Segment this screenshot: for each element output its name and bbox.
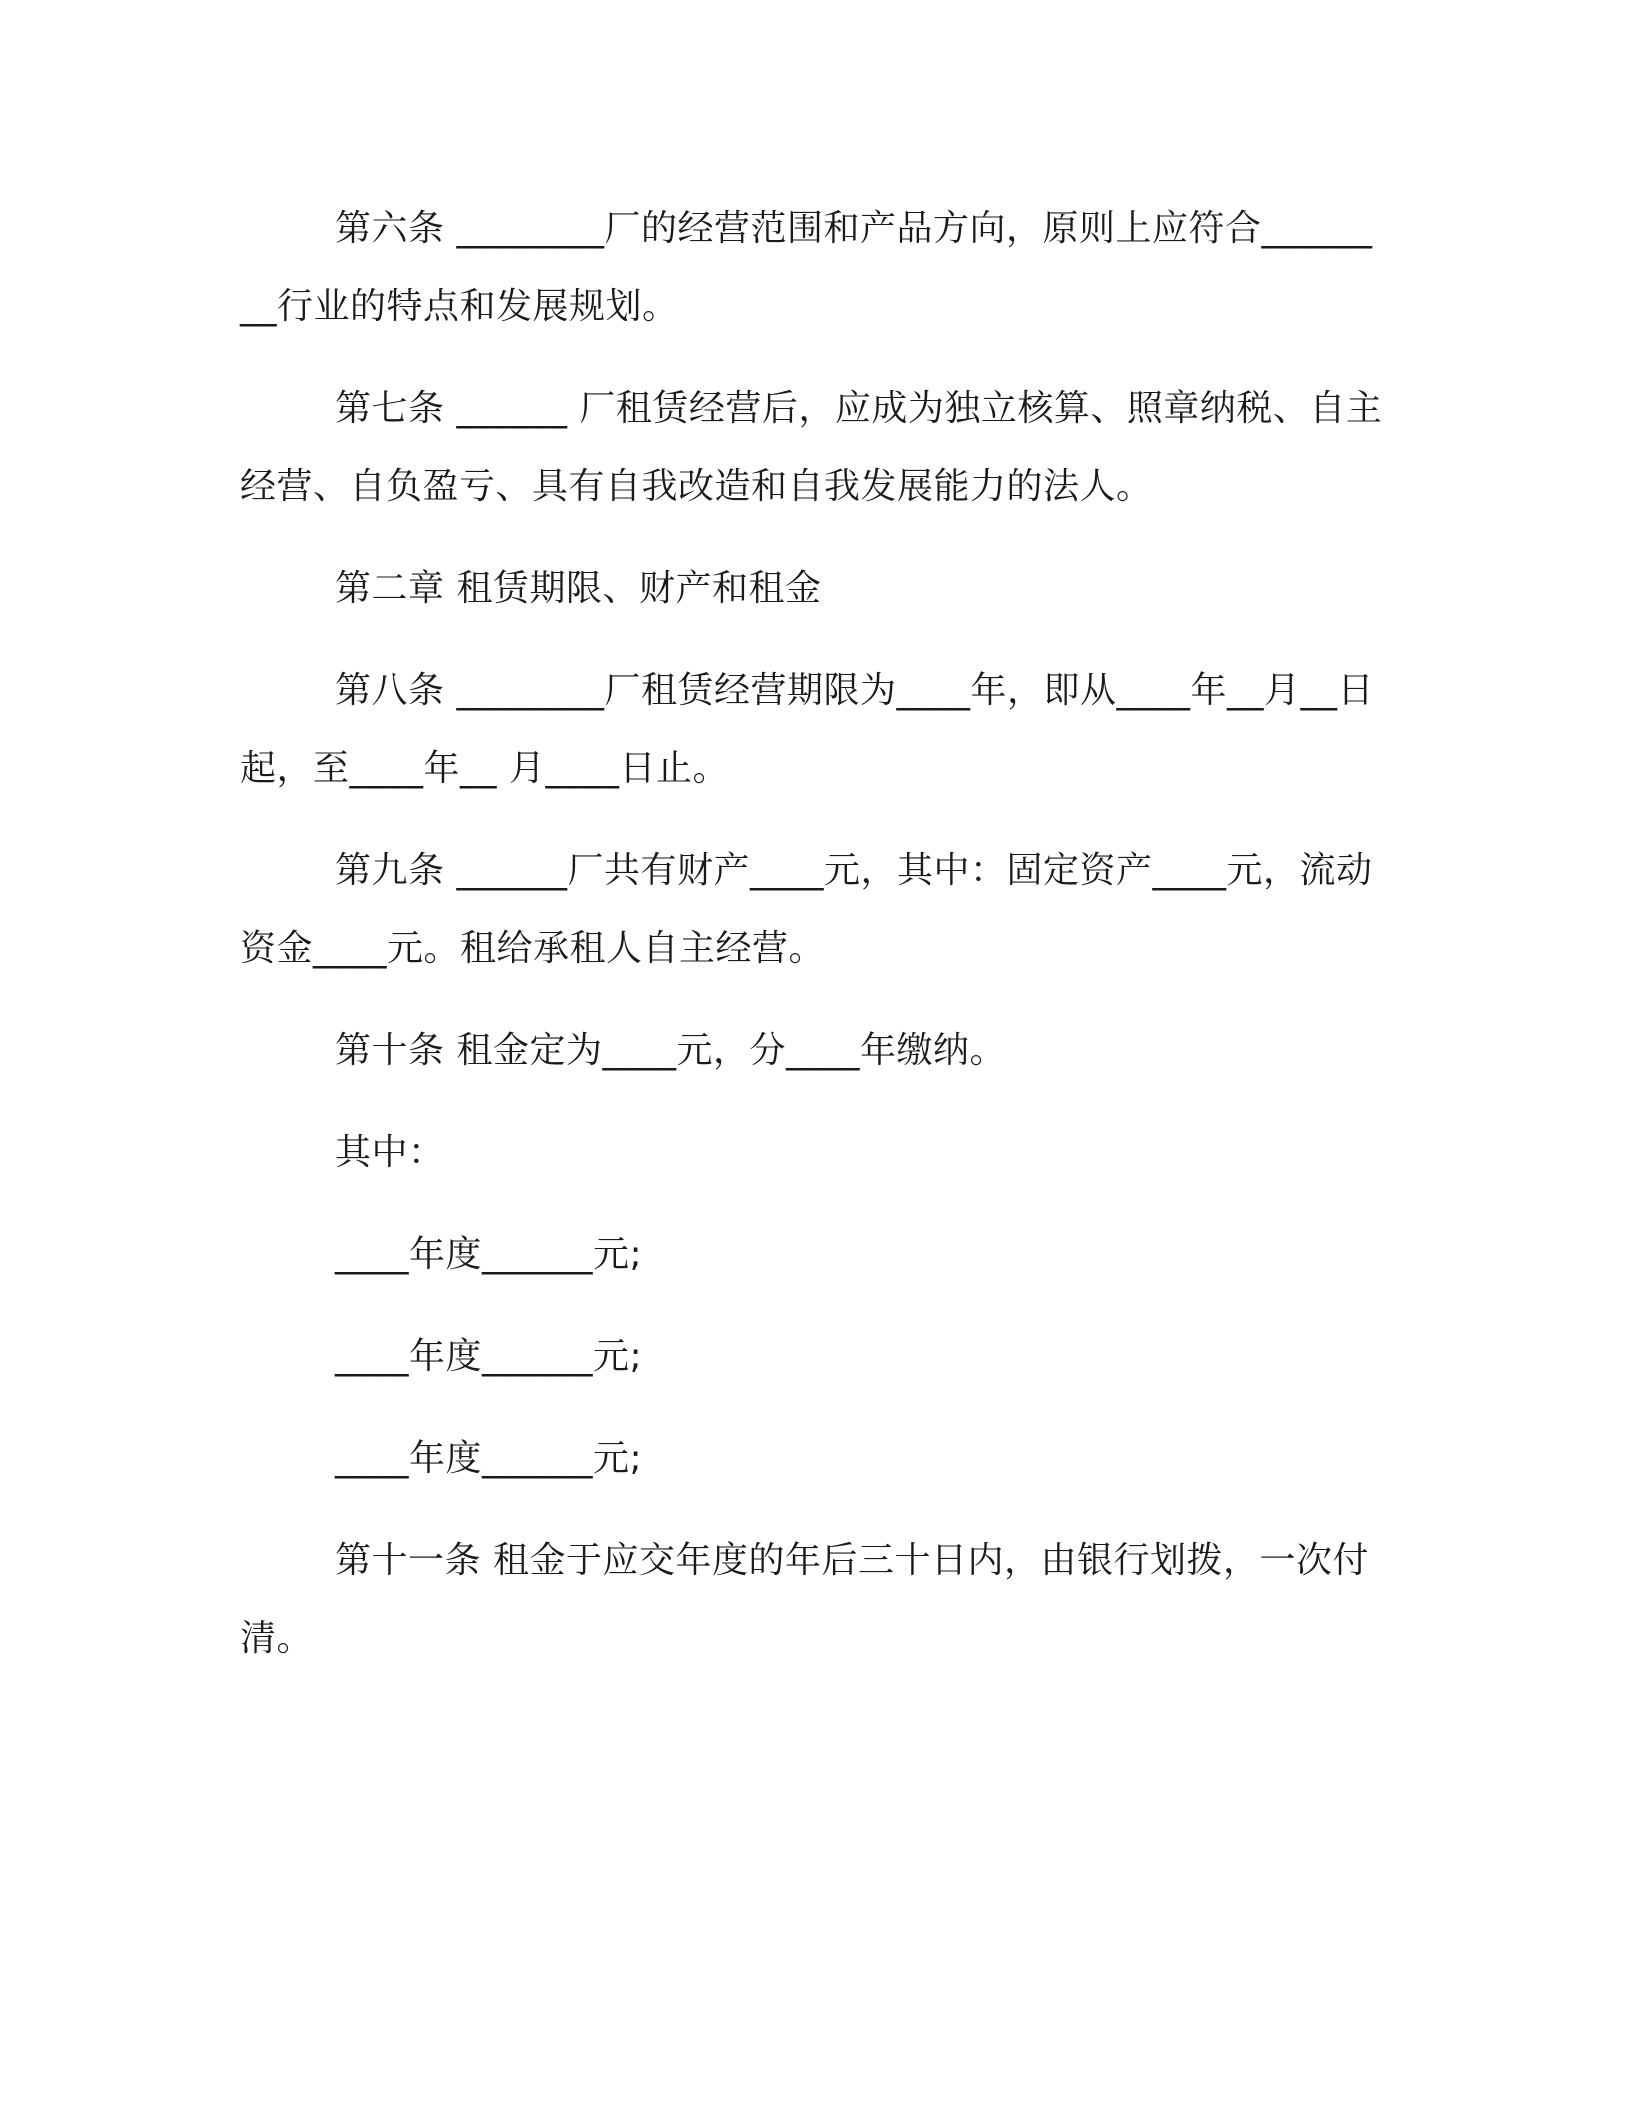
annual-rent-line-1: ____年度______元; <box>335 1234 643 1275</box>
among-which: 其中： <box>335 1132 445 1173</box>
annual-rent-line-3: ____年度______元; <box>335 1438 643 1479</box>
document-page <box>240 190 1390 1702</box>
article-10: 第十条 租金定为____元，分____年缴纳。 <box>335 1030 1006 1071</box>
annual-rent-line-2: ____年度______元; <box>335 1336 643 1377</box>
chapter-2-heading: 第二章 租赁期限、财产和租金 <box>335 568 822 609</box>
article-8: 第八条 ________厂租赁经营期限为____年，即从____年__月__日起，至____年__ 月____日止。 <box>240 670 1374 789</box>
article-6: 第六条 ________厂的经营范围和产品方向，原则上应符合________行业的特点和发展规划。 <box>240 208 1373 327</box>
article-9: 第九条 ______厂共有财产____元，其中：固定资产____元，流动资金____元。租给承租人自主经营。 <box>240 850 1373 969</box>
article-11: 第十一条 租金于应交年度的年后三十日内，由银行划拨，一次付清。 <box>240 1540 1369 1659</box>
article-7: 第七条 ______ 厂租赁经营后，应成为独立核算、照章纳税、自主经营、自负盈亏、具有自我改造和自我发展能力的法人。 <box>240 388 1383 507</box>
